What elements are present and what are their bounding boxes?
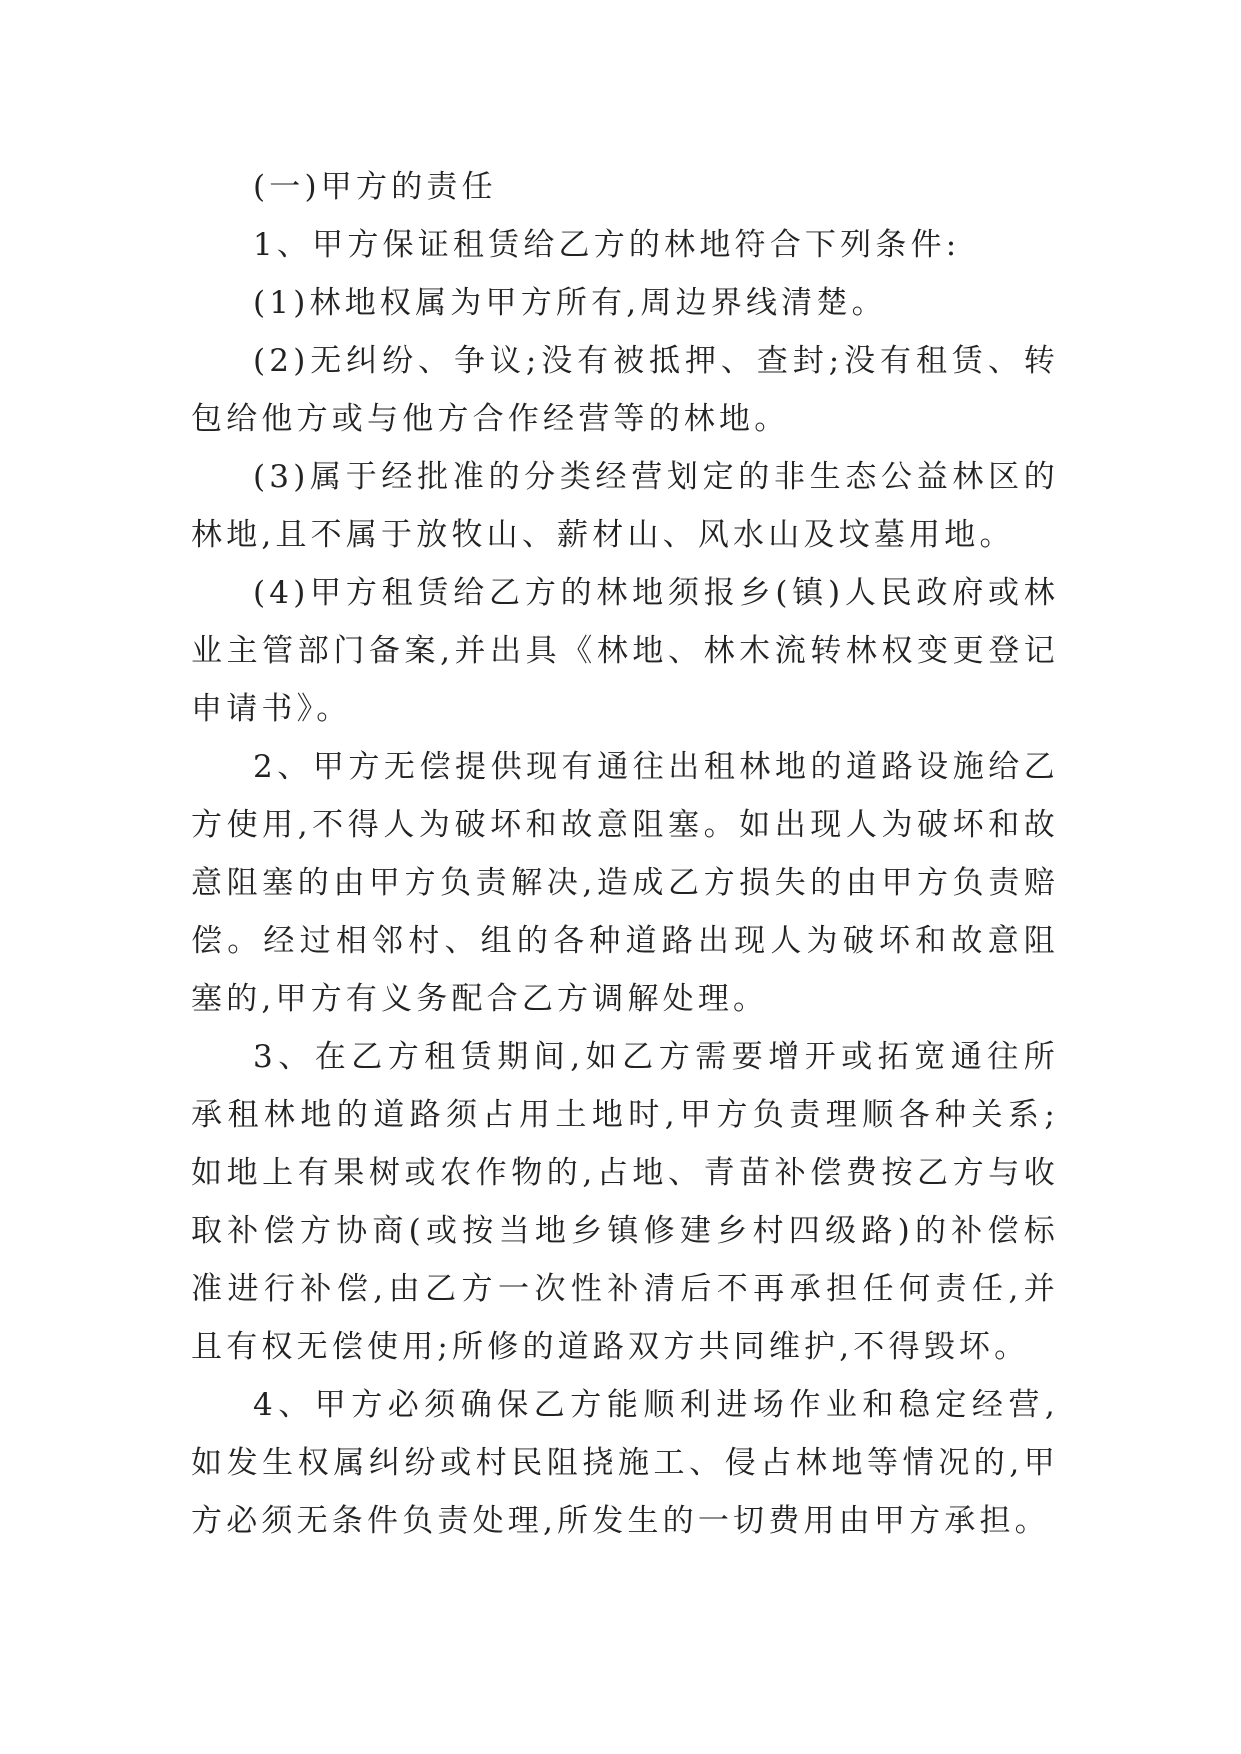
clause-3: 3、在乙方租赁期间,如乙方需要增开或拓宽通往所承租林地的道路须占用土地时,甲方负责理顺各种关系;如地上有果树或农作物的,占地、青苗补偿费按乙方与收取补偿方协商(或按当地乡镇修建乡村四级路)的补偿标准进行补偿,由乙方一次性补清后不再承担任何责任,并且有权无偿使用;所修的道路双方共同维护,不得毁坏。 [191, 1039, 1059, 1365]
clause-1-item-1: (1)林地权属为甲方所有,周边界线清楚。 [253, 285, 887, 321]
clause-4: 4、甲方必须确保乙方能顺利进场作业和稳定经营,如发生权属纠纷或村民阻挠施工、侵占林地等情况的,甲方必须无条件负责处理,所发生的一切费用由甲方承担。 [191, 1387, 1059, 1539]
document-body [191, 158, 1059, 1550]
clause-1-item-4: (4)甲方租赁给乙方的林地须报乡(镇)人民政府或林业主管部门备案,并出具《林地、林木流转林权变更登记申请书》。 [191, 575, 1059, 727]
clause-2: 2、甲方无偿提供现有通往出租林地的道路设施给乙方使用,不得人为破坏和故意阻塞。如出现人为破坏和故意阻塞的由甲方负责解决,造成乙方损失的由甲方负责赔偿。经过相邻村、组的各种道路出现人为破坏和故意阻塞的,甲方有义务配合乙方调解处理。 [191, 749, 1059, 1017]
clause-1-item-2: (2)无纠纷、争议;没有被抵押、查封;没有租赁、转包给他方或与他方合作经营等的林地。 [191, 343, 1059, 437]
section-heading: (一)甲方的责任 [253, 169, 497, 205]
clause-1: 1、甲方保证租赁给乙方的林地符合下列条件: [253, 227, 961, 263]
clause-1-item-3: (3)属于经批准的分类经营划定的非生态公益林区的林地,且不属于放牧山、薪材山、风水山及坟墓用地。 [191, 459, 1059, 553]
